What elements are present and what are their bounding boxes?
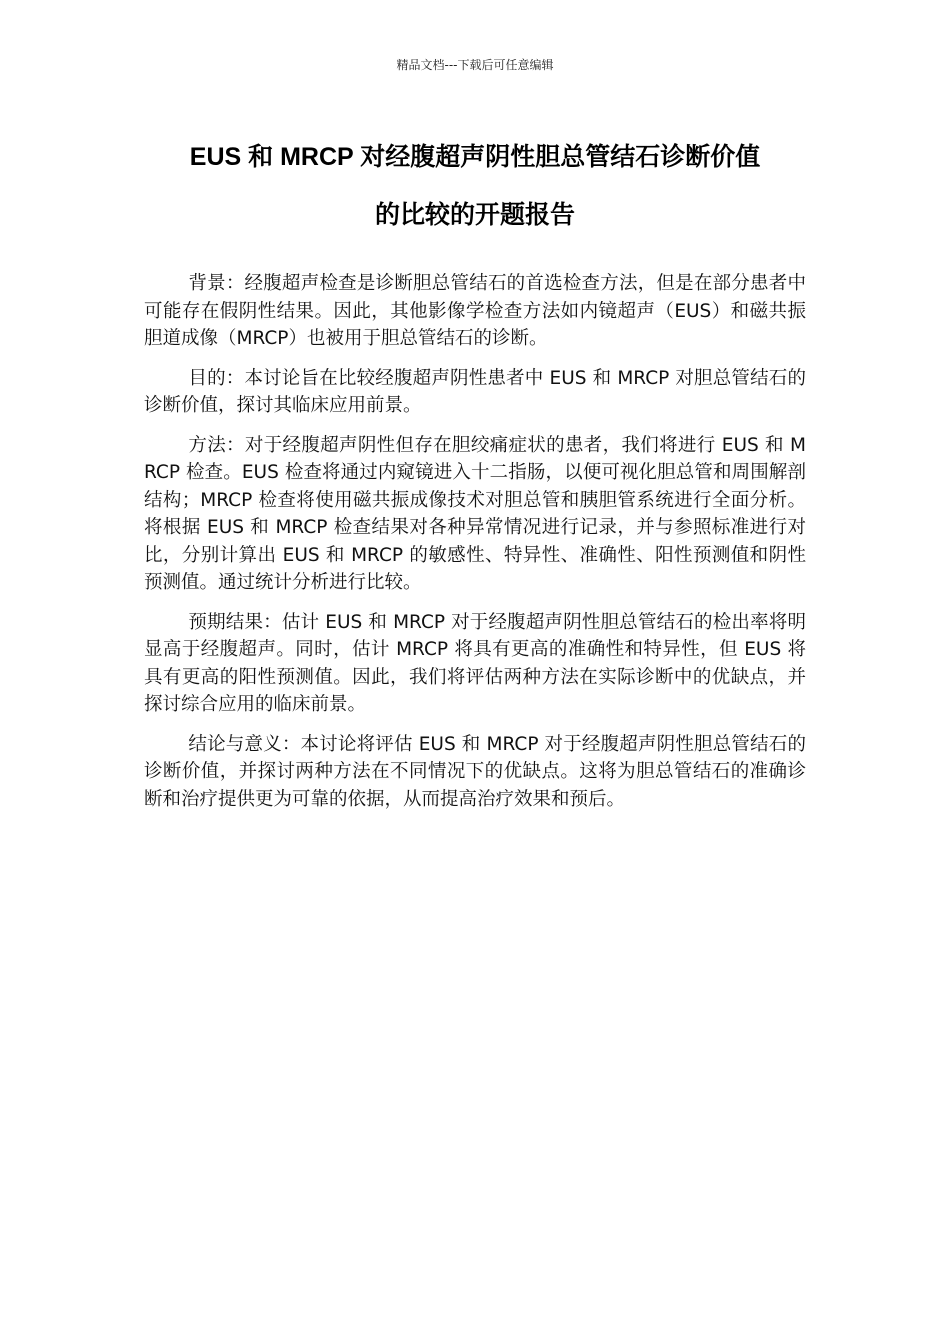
document-body bbox=[144, 270, 806, 825]
page-header-watermark: 精品文档---下载后可任意编辑 bbox=[396, 58, 554, 72]
title-line-1: EUS 和 MRCP 对经腹超声阴性胆总管结石诊断价值 bbox=[189, 143, 761, 171]
paragraph-purpose: 目的：本讨论旨在比较经腹超声阴性患者中 EUS 和 MRCP 对胆总管结石的诊断价值，探讨其临床应用前景。 bbox=[144, 367, 806, 416]
paragraph-expected-results: 预期结果：估计 EUS 和 MRCP 对于经腹超声阴性胆总管结石的检出率将明显高于经腹超声。同时，估计 MRCP 将具有更高的准确性和特异性，但 EUS 将具有更高的阳性预测值。因此，我们将评估两种方法在实际诊断中的优缺点，并探讨综合应用的临床前景。 bbox=[144, 611, 806, 715]
paragraph-background: 背景：经腹超声检查是诊断胆总管结石的首选检查方法，但是在部分患者中可能存在假阴性结果。因此，其他影像学检查方法如内镜超声（EUS）和磁共振胆道成像（MRCP）也被用于胆总管结石的诊断。 bbox=[144, 273, 806, 349]
document-title bbox=[120, 128, 830, 244]
paragraph-conclusion: 结论与意义：本讨论将评估 EUS 和 MRCP 对于经腹超声阴性胆总管结石的诊断价值，并探讨两种方法在不同情况下的优缺点。这将为胆总管结石的准确诊断和治疗提供更为可靠的依据，从而提高治疗效果和预后。 bbox=[144, 733, 806, 810]
paragraph-method: 方法：对于经腹超声阴性但存在胆绞痛症状的患者，我们将进行 EUS 和 MRCP 检查。EUS 检查将通过内窥镜进入十二指肠，以便可视化胆总管和周围解剖结构；MRCP 检查将使用磁共振成像技术对胆总管和胰胆管系统进行全面分析。将根据 EUS 和 MRCP 检查结果对各种异常情况进行记录，并与参照标准进行对比，分别计算出 EUS 和 MRCP 的敏感性、特异性、准确性、阳性预测值和阴性预测值。通过统计分析进行比较。 bbox=[144, 434, 806, 593]
title-line-2: 的比较的开题报告 bbox=[374, 201, 575, 229]
